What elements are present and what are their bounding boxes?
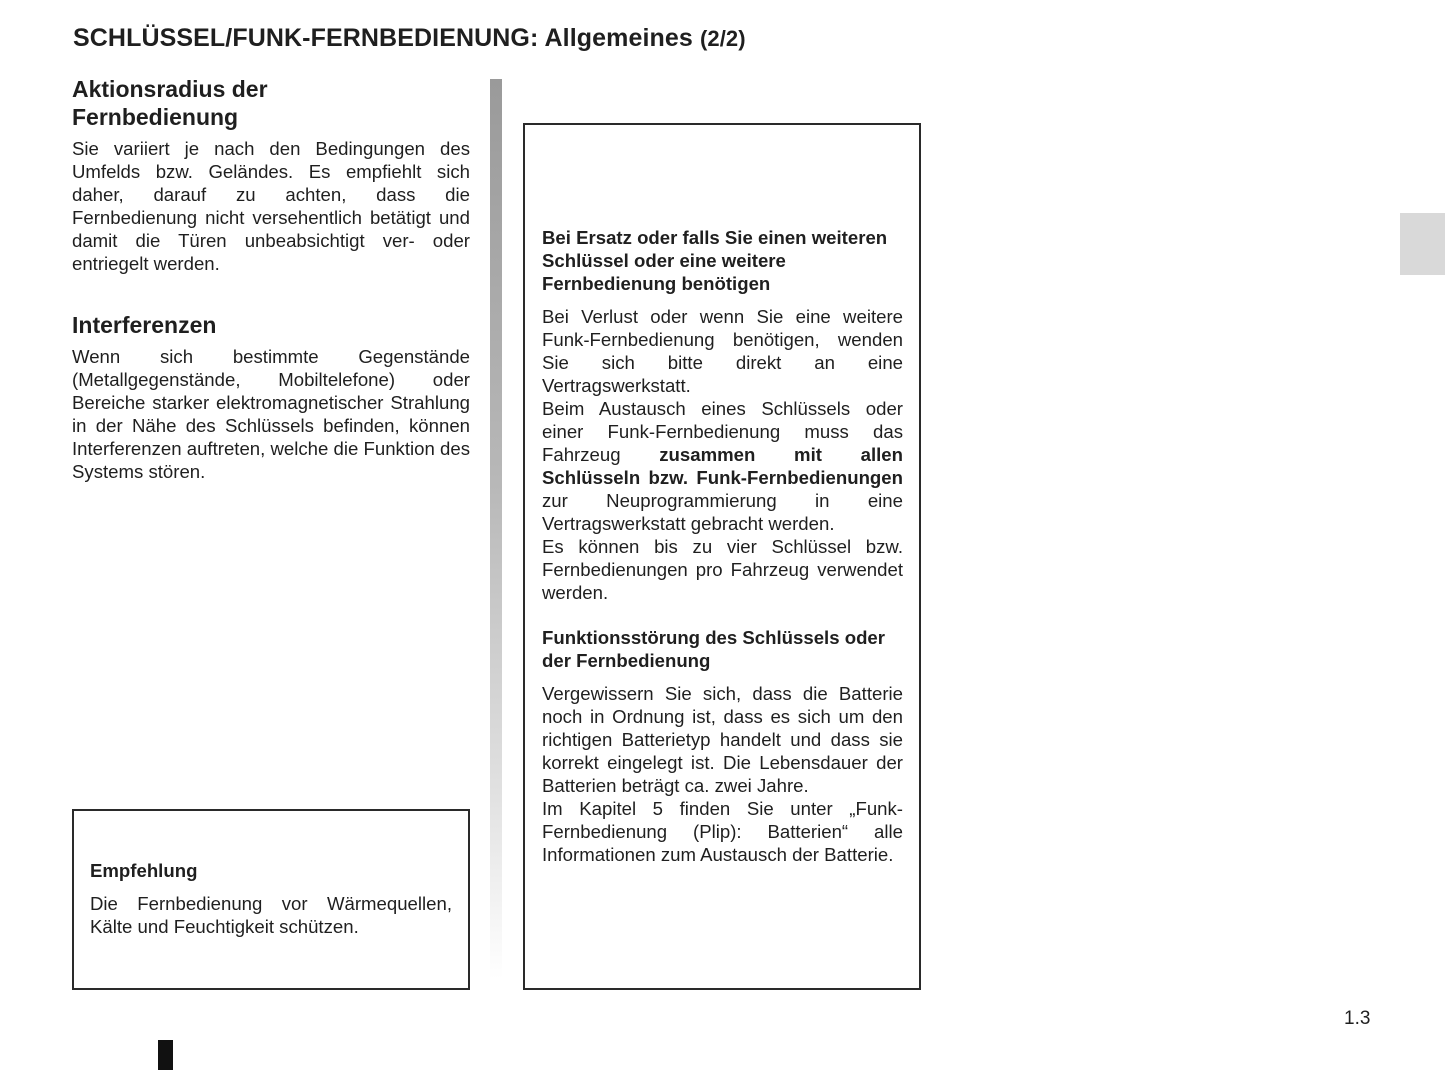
- replacement-para-reprogram: [542, 397, 903, 535]
- replacement-para-limit: Es können bis zu vier Schlüssel bzw. Fernbedienungen pro Fahrzeug verwendet werden.: [542, 536, 903, 603]
- malfunction-heading: Funktionsstörung des Schlüssels oder der Fernbedienung: [542, 627, 886, 671]
- replacement-box: [523, 123, 921, 990]
- malfunction-para-chapter: Im Kapitel 5 finden Sie unter „Funk-Fernbedienung (Plip): Batterien“ alle Informationen zum Austausch der Batterie.: [542, 798, 903, 865]
- reprogram-text-bold: zusammen mit allen Schlüsseln bzw. Funk-Fernbedienungen: [542, 444, 903, 488]
- reprogram-text-start: Beim Austausch eines Schlüssels oder einer Funk-Fernbedienung muss das Fahrzeug: [542, 398, 903, 465]
- recommendation-box: [72, 809, 470, 990]
- range-text: Sie variiert je nach den Bedingungen des Umfelds bzw. Geländes. Es empfiehlt sich daher, darauf zu achten, dass die Fernbedienung nicht versehentlich betätigt und damit die Türen unbeabsichtigt ver- oder entriegelt werden.: [72, 138, 470, 274]
- chapter-side-tab: [1400, 213, 1445, 275]
- range-heading: Aktionsradius der Fernbedienung: [72, 76, 268, 130]
- page-title: [73, 24, 746, 53]
- page-number: 1.3: [1344, 1008, 1371, 1029]
- page-title-part: (2/2): [699, 26, 746, 51]
- left-column: [72, 75, 470, 483]
- replacement-heading: Bei Ersatz oder falls Sie einen weiteren Schlüssel oder eine weitere Fernbedienung benötigen: [542, 227, 888, 294]
- page-title-main: SCHLÜSSEL/FUNK-FERNBEDIENUNG: Allgemeines: [73, 24, 693, 52]
- recommendation-heading: Empfehlung: [90, 860, 198, 881]
- replacement-para-loss: Bei Verlust oder wenn Sie eine weitere Funk-Fernbedienung benötigen, wenden Sie sich bitte direkt an eine Vertragswerkstatt.: [542, 306, 903, 396]
- interference-text: Wenn sich bestimmte Gegenstände (Metallgegenstände, Mobiltelefone) oder Bereiche starker elektromagnetischer Strahlung in der Nähe des Schlüssels befinden, können Interferenzen auftreten, welche die Funktion des Systems stören.: [72, 346, 470, 482]
- reprogram-text-end: zur Neuprogrammierung in eine Vertragswerkstatt gebracht werden.: [542, 490, 903, 534]
- interference-heading: Interferenzen: [72, 312, 217, 338]
- malfunction-para-battery: Vergewissern Sie sich, dass die Batterie noch in Ordnung ist, dass es sich um den richtigen Batterietyp handelt und dass sie korrekt eingelegt ist. Die Lebensdauer der Batterien beträgt ca. zwei Jahre.: [542, 683, 903, 796]
- column-divider: [490, 79, 502, 979]
- recommendation-text: Die Fernbedienung vor Wärmequellen, Kälte und Feuchtigkeit schützen.: [90, 893, 452, 937]
- print-corner-mark: [158, 1040, 173, 1070]
